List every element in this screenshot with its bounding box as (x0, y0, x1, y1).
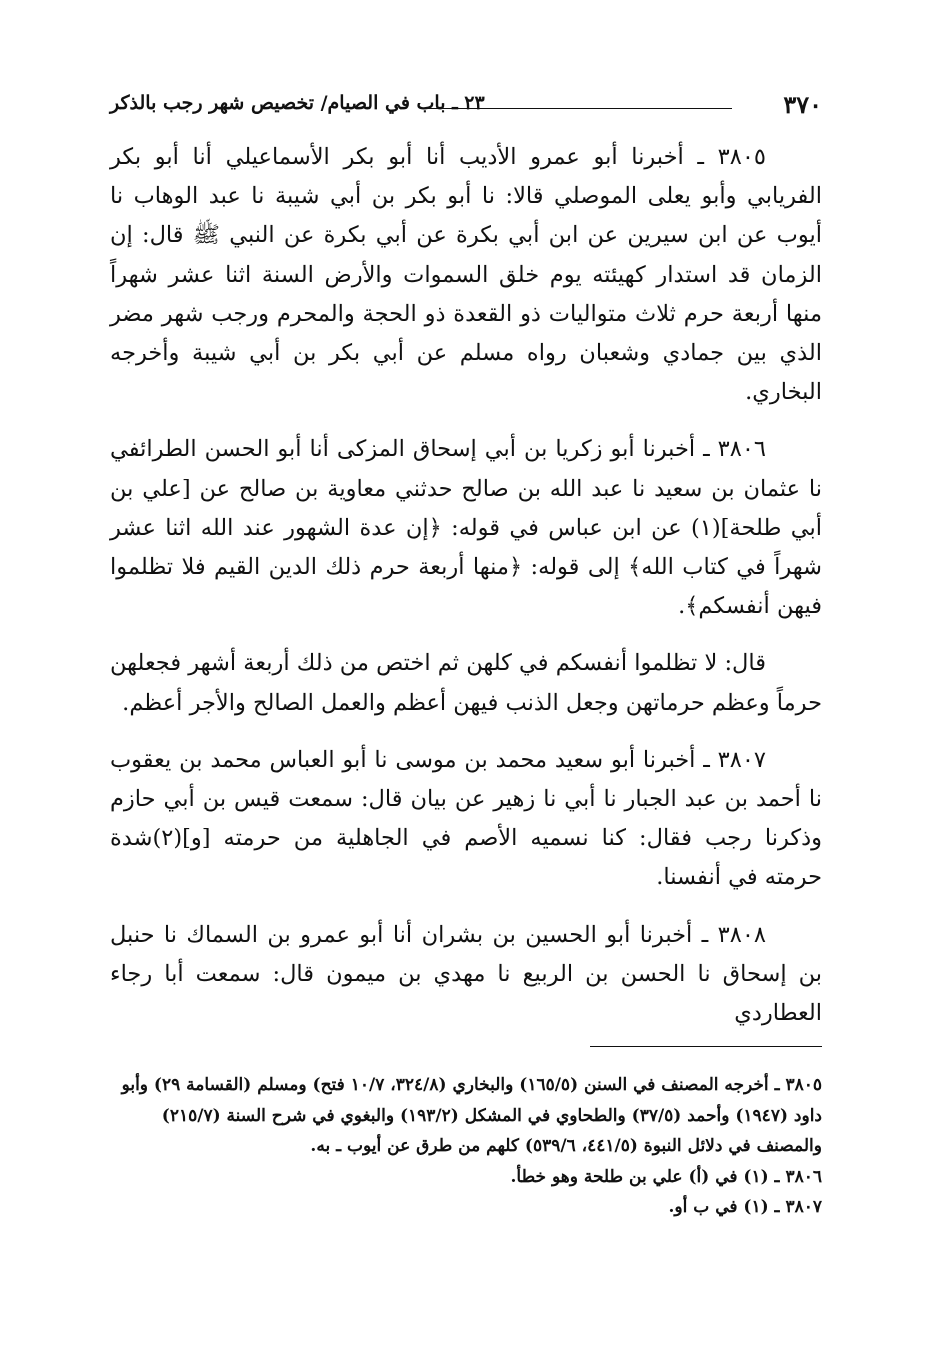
footnote-separator (590, 1046, 822, 1047)
hadith-3805: ٣٨٠٥ ـ أخبرنا أبو عمرو الأديب أنا أبو بكر الأسماعيلي أنا أبو بكر الفريابي وأبو يعلى الموصلي قالا: نا أبو بكر بن أبي شيبة نا عبد الوهاب نا أيوب عن ابن سيرين عن ابن أبي بكرة عن أبي بكرة عن النبي ﷺ قال: إن الزمان قد استدار كهيئته يوم خلق السموات والأرض السنة اثنا عشر شهراً منها أربعة حرم ثلاث متواليات ذو القعدة ذو الحجة والمحرم ورجب شهر مضر الذي بين جمادي وشعبان رواه مسلم عن أبي بكر بن أبي شيبة وأخرجه البخاري. (110, 144, 822, 406)
footnote-3807: ٣٨٠٧ ـ (١) في ب أو. (668, 1197, 822, 1217)
main-text (110, 138, 822, 1051)
hadith-3806: ٣٨٠٦ ـ أخبرنا أبو زكريا بن أبي إسحاق المزكى أنا أبو الحسن الطرائفي نا عثمان بن سعيد نا عبد الله بن صالح حدثني معاوية بن صالح عن [علي بن أبي طلحة](١) عن ابن عباس في قوله: ﴿إن عدة الشهور عند الله اثنا عشر شهراً في كتاب الله﴾ إلى قوله: ﴿منها أربعة حرم ذلك الدين القيم فلا تظلموا فيهن أنفسكم﴾. (110, 436, 822, 620)
page-number: ٣٧٠ (783, 90, 822, 119)
hadith-3807: ٣٨٠٧ ـ أخبرنا أبو سعيد محمد بن موسى نا أبو العباس محمد بن يعقوب نا أحمد بن عبد الجبار نا أبي نا زهير عن بيان قال: سمعت قيس بن أبي حازم وذكرنا رجب فقال: كنا نسميه الأصم في الجاهلية من حرمته [و](٢)شدة حرمته في أنفسنا. (110, 746, 822, 891)
hadith-3806-commentary: قال: لا تظلموا أنفسكم في كلهن ثم اختص من ذلك أربعة أشهر فجعلهن حرماً وعظم حرماتهن وجعل الذنب فيهن أعظم والعمل الصالح والأجر أعظم. (110, 650, 822, 716)
running-header (110, 88, 822, 124)
running-title: ٢٣ ـ باب في الصيام/ تخصيص شهر رجب بالذكر (110, 92, 485, 114)
footnotes (110, 1070, 822, 1223)
hadith-3808: ٣٨٠٨ ـ أخبرنا أبو الحسين بن بشران أنا أبو عمرو بن السماك نا حنبل بن إسحاق نا الحسن بن الربيع نا مهدي بن ميمون قال: سمعت أبا رجاء العطاردي (110, 921, 822, 1027)
footnote-3806: ٣٨٠٦ ـ (١) في (أ) علي بن طلحة وهو خطأ. (510, 1166, 822, 1187)
footnote-3805: ٣٨٠٥ ـ أخرجه المصنف في السنن (١٦٥/٥) والبخاري (٣٢٤/٨، ١٠/٧ فتح) ومسلم (القسامة ٢٩) وأبو داود (١٩٤٧) وأحمد (٣٧/٥) والطحاوي في المشكل (١٩٣/٢) والبغوي في شرح السنة (٢١٥/٧) والمصنف في دلائل النبوة (٤٤١/٥، ٥٣٩/٦) كلهم من طرق عن أيوب ـ به. (121, 1075, 822, 1156)
